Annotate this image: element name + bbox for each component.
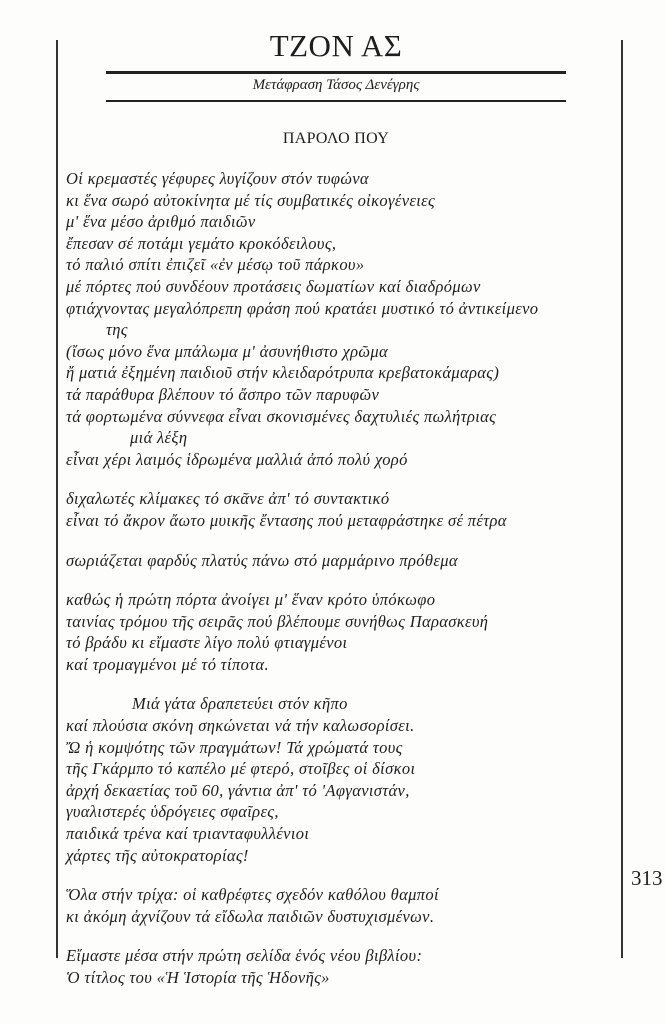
author-heading: ΤΖΟΝ ΑΣ — [269, 28, 403, 63]
poem-line: τό παλιό σπίτι ἐπιζεῖ «ἐν μέσῳ τοῦ πάρκου» — [66, 255, 365, 275]
poem-line: ἤ ματιά ἐξημένη παιδιοῦ στήν κλειδαρότρυπα κρεβατοκάμαρας) — [66, 363, 500, 383]
poem-line: καθώς ἡ πρώτη πόρτα ἀνοίγει μ' ἕναν κρότο ὑπόκωφο — [66, 590, 436, 610]
poem-line: (ἴσως μόνο ἕνα μπάλωμα μ' ἀσυνήθιστο χρῶμα — [66, 341, 388, 361]
poem-line: κι ἀκόμη ἀχνίζουν τά εἴδωλα παιδιῶν δυστυχισμένων. — [66, 906, 435, 926]
poem-line: εἶναι τό ἄκρον ἄωτο μυικῆς ἔντασης πού μεταφράστηκε σέ πέτρα — [66, 510, 507, 530]
poem-line: γυαλιστερές ὑδρόγειες σφαῖρες, — [66, 802, 279, 822]
poem-line: Εἴμαστε μέσα στήν πρώτη σελίδα ἑνός νέου βιβλίου: — [66, 946, 423, 966]
poem-line: ἀρχή δεκαετίας τοῦ 60, γάντια ἀπ' τό 'Αφγανιστάν, — [66, 780, 410, 800]
poem-line: καί πλούσια σκόνη σηκώνεται νά τήν καλωσορίσει. — [66, 716, 415, 736]
poem-line: μέ πόρτες πού συνδέουν προτάσεις δωματίων καί διαδρόμων — [66, 276, 481, 296]
poem-line: φτιάχνοντας μεγαλόπρεπη φράση πού κρατάει μυστικό τό ἀντικείμενο — [66, 298, 539, 318]
poem-line: Ὅλα στήν τρίχα: οἱ καθρέφτες σχεδόν καθόλου θαμποί — [66, 885, 439, 905]
poem-line: Οἱ κρεμαστές γέφυρες λυγίζουν στόν τυφώνα — [66, 169, 369, 188]
poem-line: Ὁ τίτλος του «Ἡ Ἱστορία τῆς Ἡδονῆς» — [66, 968, 330, 987]
poem-body — [66, 168, 616, 1007]
page-number: 313 — [631, 866, 663, 890]
poem-line: τά φορτωμένα σύννεφα εἶναι σκονισμένες δαχτυλιές πωλήτριας — [66, 406, 497, 426]
stanza — [66, 945, 616, 988]
poem-line: σωριάζεται φαρδύς πλατύς πάνω στό μαρμάρινο πρόθεμα — [66, 550, 458, 570]
stanza — [66, 488, 616, 531]
stanza — [66, 693, 616, 866]
poem-line-indented: μιά λέξη — [130, 428, 188, 448]
stanza — [66, 168, 616, 470]
translator-credit: Μετάφραση Τάσος Δενέγρης — [252, 77, 420, 93]
poem-line: χάρτες τῆς αὐτοκρατορίας! — [66, 845, 249, 865]
poem-line: μ' ἕνα μέσο ἀριθμό παιδιῶν — [66, 212, 256, 232]
poem-line: τῆς Γκάρμπο τό καπέλο μέ φτερό, στοῖβες οἱ δίσκοι — [66, 759, 416, 779]
left-border-line — [56, 40, 58, 958]
poem-line: Ὤ ἡ κομψότης τῶν πραγμάτων! Τά χρώματά τους — [66, 737, 403, 757]
poem-line: ταινίας τρόμου τῆς σειρᾶς πού βλέπουμε συνήθως Παρασκευή — [66, 611, 489, 631]
poem-line-continuation: της — [106, 320, 128, 340]
poem-line: τό βράδυ κι εἴμαστε λίγο πολύ φτιαγμένοι — [66, 633, 348, 653]
poem-line-indented: Μιά γάτα δραπετεύει στόν κῆπο — [132, 694, 348, 714]
stanza — [66, 589, 616, 675]
poem-line: καί τρομαγμένοι μέ τό τίποτα. — [66, 654, 269, 674]
poem-line: τά παράθυρα βλέπουν τό ἄσπρο τῶν παρυφῶν — [66, 384, 380, 404]
poem-line: εἶναι χέρι λαιμός ἱδρωμένα μαλλιά ἀπό πολύ χορό — [66, 449, 408, 469]
right-border-line — [621, 40, 623, 958]
heading-rule-thick — [106, 71, 566, 74]
poem-line: παιδικά τρένα καί τριανταφυλλένιοι — [66, 824, 310, 844]
stanza — [66, 550, 616, 572]
heading-rule-thin — [106, 100, 566, 102]
stanza — [66, 884, 616, 927]
poem-line: ἔπεσαν σέ ποτάμι γεμάτο κροκόδειλους, — [66, 233, 337, 253]
poem-line: κι ἕνα σωρό αὐτοκίνητα μέ τίς συμβατικές οἰκογένειες — [66, 190, 436, 210]
poem-title: ΠΑΡΟΛΟ ΠΟΥ — [282, 130, 390, 147]
poem-line: διχαλωτές κλίμακες τό σκᾶνε ἀπ' τό συντακτικό — [66, 489, 390, 509]
